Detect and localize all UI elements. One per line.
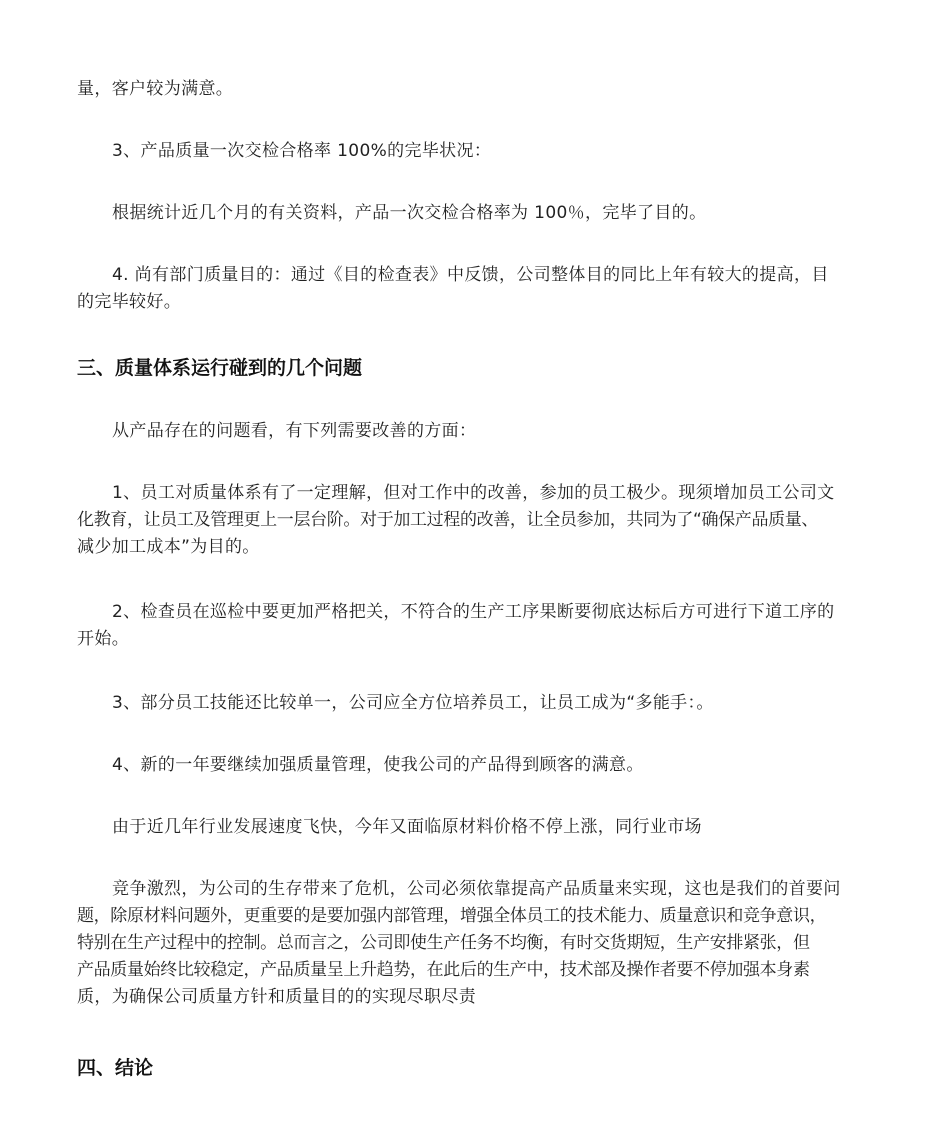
text-line: 3、产品质量一次交检合格率 100%的完毕状况： xyxy=(112,141,492,161)
paragraph-market xyxy=(77,814,877,841)
text-line: 减少加工成本”为目的。 xyxy=(77,537,260,557)
paragraph-improvement-4 xyxy=(77,752,877,779)
text-line: 2、检查员在巡检中要更加严格把关，不符合的生产工序果断要彻底达标后方可进行下道工序的 xyxy=(112,602,835,622)
text-line: 1、员工对质量体系有了一定理解，但对工作中的改善，参加的员工极少。现须增加员工公司文 xyxy=(112,483,835,503)
text-line: 4、新的一年要继续加强质量管理，使我公司的产品得到顾客的满意。 xyxy=(112,755,644,775)
paragraph-improvement-1 xyxy=(77,480,877,561)
text-line: 开始。 xyxy=(77,629,130,649)
paragraph-item-3-pass-rate xyxy=(77,138,877,165)
text-line: 3、部分员工技能还比较单一，公司应全方位培养员工，让员工成为“多能手：。 xyxy=(112,693,714,713)
text-line: 质，为确保公司质量方针和质量目的的实现尽职尽责 xyxy=(77,987,477,1007)
text-line: 竞争激烈，为公司的生存带来了危机，公司必须依靠提高产品质量来实现，这也是我们的首要问 xyxy=(112,879,841,899)
section-heading-4: 四、结论 xyxy=(77,1057,154,1079)
text-line: 4. 尚有部门质量目的：通过《目的检查表》中反馈，公司整体目的同比上年有较大的提高，目 xyxy=(112,265,829,285)
paragraph-statistics xyxy=(77,200,877,227)
paragraph-improvement-2 xyxy=(77,599,877,653)
paragraph-improvement-intro xyxy=(77,418,877,445)
paragraph-item-4-department-goals xyxy=(77,262,877,316)
text-line: 量，客户较为满意。 xyxy=(77,79,234,99)
paragraph-improvement-3 xyxy=(77,690,877,717)
paragraph-competition xyxy=(77,876,877,1011)
text-line: 题，除原材料问题外，更重要的是要加强内部管理，增强全体员工的技术能力、质量意识和竞争意识， xyxy=(77,906,827,926)
text-line: 根据统计近几个月的有关资料，产品一次交检合格率为 100％，完毕了目的。 xyxy=(112,203,707,223)
text-line: 特别在生产过程中的控制。总而言之，公司即使生产任务不均衡，有时交货期短，生产安排紧张，但 xyxy=(77,933,810,953)
paragraph-continuation xyxy=(77,76,877,103)
text-line: 产品质量始终比较稳定，产品质量呈上升趋势，在此后的生产中，技术部及操作者要不停加强本身素 xyxy=(77,960,810,980)
text-line: 由于近几年行业发展速度飞快，今年又面临原材料价格不停上涨，同行业市场 xyxy=(112,817,702,837)
text-line: 的完毕较好。 xyxy=(77,292,182,312)
section-heading-3: 三、质量体系运行碰到的几个问题 xyxy=(77,357,363,379)
text-line: 从产品存在的问题看，有下列需要改善的方面： xyxy=(112,421,477,441)
text-line: 化教育，让员工及管理更上一层台阶。对于加工过程的改善，让全员参加，共同为了“确保产品质量、 xyxy=(77,510,819,530)
